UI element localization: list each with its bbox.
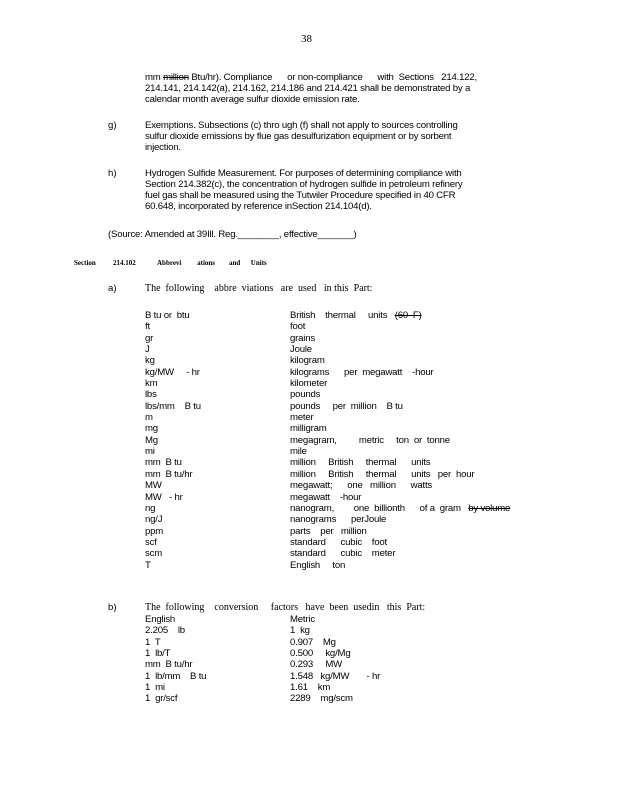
abbreviation-cell: mg: [145, 423, 158, 435]
section-title: Abbrevi ations and Units: [157, 259, 267, 267]
meaning-cell: [290, 333, 510, 344]
meaning-cell: [290, 548, 510, 559]
meaning-cell: [290, 423, 510, 434]
meaning-cell: [290, 457, 510, 468]
meaning-cell: [290, 514, 510, 525]
meaning-text: foot: [290, 321, 306, 333]
abbreviation-cell: lbs/mm B tu: [145, 400, 201, 412]
meaning-text: standard cubic foot: [290, 536, 387, 548]
meaning-text: English ton: [290, 559, 346, 571]
abbreviation-cell: B tu or btu: [145, 310, 190, 321]
abbreviation-cell: lbs: [145, 389, 157, 401]
item-g-line: sulfur dioxide emissions by flue gas desulfurization equipment or by sorbent: [145, 131, 452, 142]
meaning-cell: [290, 401, 510, 412]
meaning-cell: [290, 389, 510, 400]
metric-header: Metric: [290, 614, 315, 625]
meaning-text: milligram: [290, 423, 327, 435]
meaning-text: parts per million: [290, 525, 367, 537]
meaning-text: megawatt -hour: [290, 491, 362, 503]
item-h-label: h): [108, 168, 117, 179]
struck-text: (60 F): [394, 310, 422, 321]
abbreviation-cell: km: [145, 378, 158, 390]
meaning-text: British thermal units: [290, 310, 388, 321]
meaning-cell: [290, 480, 510, 491]
meaning-cell: [290, 412, 510, 423]
meaning-cell: [290, 526, 510, 537]
meaning-text: meter: [290, 412, 314, 424]
struck-text: by volume: [468, 502, 511, 514]
item-g-line: injection.: [145, 142, 181, 153]
abbreviation-cell: mm B tu: [145, 457, 182, 469]
abbreviation-column: [145, 310, 201, 571]
meaning-cell: [290, 378, 510, 389]
abbreviation-cell: ng/J: [145, 514, 163, 526]
meaning-cell: [290, 367, 510, 378]
metric-cell: 1.548 kg/MW - hr: [290, 670, 381, 682]
meaning-text: kilograms per megawatt -hour: [290, 366, 434, 378]
meaning-cell: [290, 310, 510, 321]
abbreviation-cell: J: [145, 344, 150, 356]
item-h-line: Hydrogen Sulfide Measurement. For purposes of determining compliance with: [145, 168, 462, 179]
meaning-cell: [290, 469, 510, 480]
metric-cell: 0.907 Mg: [290, 636, 336, 648]
abbreviation-cell: gr: [145, 332, 154, 344]
meaning-text: nanogram, one billionth of a gram: [290, 502, 461, 514]
english-cell: 2.205 lb: [145, 625, 185, 637]
item-h-line: 60.648, incorporated by reference inSection 214.104(d).: [145, 201, 372, 212]
english-cell: 1 lb/T: [145, 648, 171, 660]
metric-cell: 2289 mg/scm: [290, 693, 353, 705]
meaning-cell: [290, 503, 510, 514]
item-h-line: Section 214.382(c), the concentration of hydrogen sulfide in petroleum refinery: [145, 179, 463, 190]
metric-cell: 1 kg: [290, 625, 310, 637]
abbreviation-cell: ppm: [145, 525, 164, 537]
meaning-cell: [290, 446, 510, 457]
section-label: Section: [74, 259, 96, 267]
metric-cell: 1.61 km: [290, 682, 331, 694]
meaning-cell: [290, 321, 510, 332]
english-cell: mm B tu/hr: [145, 659, 193, 671]
meaning-text: megagram, metric ton or tonne: [290, 434, 450, 446]
meaning-text: standard cubic meter: [290, 548, 396, 560]
abbreviation-cell: mi: [145, 446, 155, 458]
english-cell: 1 gr/scf: [145, 693, 178, 705]
item-g-paragraph: [145, 120, 458, 153]
item-a-label: a): [108, 283, 117, 294]
abbreviation-cell: ft: [145, 321, 150, 333]
meaning-cell: [290, 344, 510, 355]
meaning-column: [290, 310, 510, 571]
abbreviation-cell: kg: [145, 355, 155, 367]
meaning-cell: [290, 492, 510, 503]
abbreviation-cell: Mg: [145, 434, 158, 446]
meaning-text: kilogram: [290, 355, 325, 367]
meaning-text: grains: [290, 332, 315, 344]
english-cell: 1 mi: [145, 682, 165, 694]
english-cell: 1 lb/mm B tu: [145, 670, 207, 682]
meaning-cell: [290, 560, 510, 571]
item-b-label: b): [108, 602, 117, 613]
meaning-text: million British thermal units: [290, 457, 431, 469]
abbreviation-cell: MW: [145, 480, 162, 492]
english-cell: 1 T: [145, 636, 161, 648]
english-column: [145, 614, 206, 705]
abbreviation-cell: scf: [145, 536, 157, 548]
abbreviation-cell: MW - hr: [145, 491, 183, 503]
meaning-text: pounds: [290, 389, 321, 401]
page-number: 38: [301, 33, 312, 45]
source-note: (Source: Amended at 39Ill. Reg.________, effective_______): [108, 229, 357, 240]
meaning-text: kilometer: [290, 378, 328, 390]
struck-text: million: [163, 72, 189, 83]
item-a-intro: The following abbre viations are used in this Part:: [145, 283, 373, 294]
abbreviation-cell: ng: [145, 502, 156, 514]
intro-paragraph: [145, 72, 477, 105]
meaning-text: mile: [290, 446, 307, 458]
abbreviation-cell: scm: [145, 548, 162, 560]
meaning-text: pounds per million B tu: [290, 400, 403, 412]
item-g-label: g): [108, 120, 117, 131]
meaning-cell: [290, 355, 510, 366]
meaning-text: megawatt; one million watts: [290, 480, 433, 492]
section-number: 214.102: [113, 259, 136, 267]
meaning-cell: [290, 435, 510, 446]
english-header: English: [145, 614, 176, 625]
abbreviation-cell: T: [145, 559, 151, 571]
metric-cell: 0.293 MW: [290, 659, 342, 671]
intro-line-2: 214.141, 214.142(a), 214.162, 214.186 and 214.421 shall be demonstrated by a: [145, 83, 471, 94]
meaning-text: Joule: [290, 344, 312, 356]
metric-column: [290, 614, 380, 705]
item-h-paragraph: [145, 168, 463, 212]
item-b-intro: The following conversion factors have been usedin this Part:: [145, 602, 426, 613]
item-g-line: Exemptions. Subsections (c) thro ugh (f) shall not apply to sources controlling: [145, 120, 458, 131]
abbreviation-cell: m: [145, 412, 153, 424]
meaning-cell: [290, 537, 510, 548]
meaning-text: million British thermal units per hour: [290, 468, 475, 480]
intro-line-3: calendar month average sulfur dioxide emission rate.: [145, 94, 360, 105]
abbreviation-cell: mm B tu/hr: [145, 468, 193, 480]
abbreviation-cell: kg/MW - hr: [145, 366, 200, 378]
meaning-text: nanograms perJoule: [290, 514, 387, 526]
metric-cell: 0.500 kg/Mg: [290, 648, 351, 660]
item-h-line: fuel gas shall be measured using the Tutwiler Procedure specified in 40 CFR: [145, 190, 456, 201]
intro-line-1: mm million Btu/hr). Compliance or non-compliance with Sections 214.122,: [145, 72, 477, 83]
